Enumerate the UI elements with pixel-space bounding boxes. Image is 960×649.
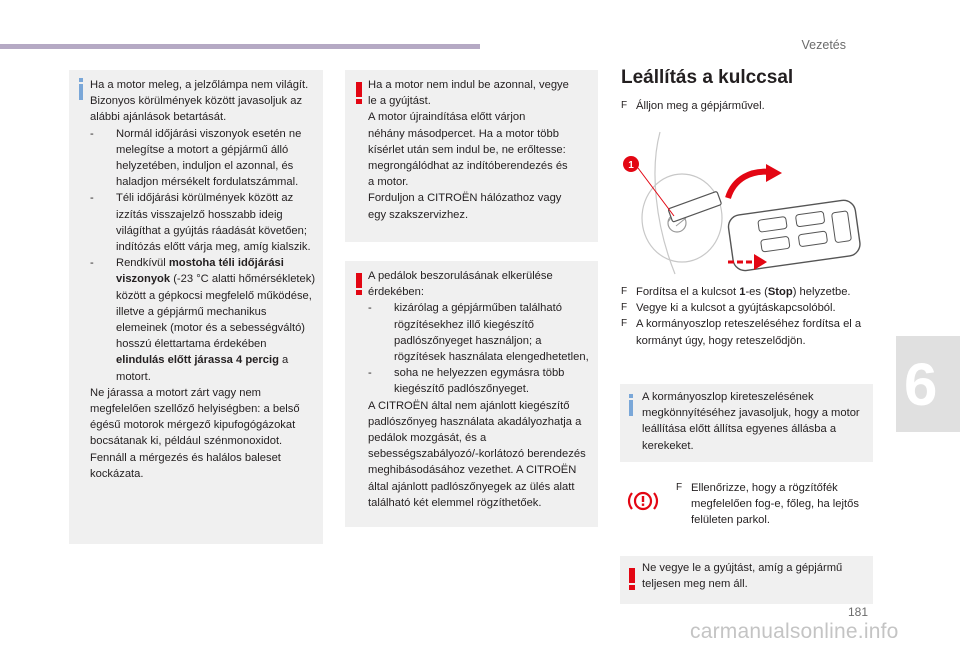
warning-icon [626, 568, 638, 590]
list-item: F Vegye ki a kulcsot a gyújtáskapcsolóból. [621, 302, 836, 315]
list-item: - Rendkívül mostoha téli időjárási viszonyok (-23 °C alatti hőmérsékletek) között a gépkocsi megfelelő működése, illetve a gépjármű mechanikus elemeinek (motor és a sebességváltó) hosszú élettartama érdekében elindulás előtt járassa 4 percig a motort. [90, 257, 316, 383]
text-line: megrongálódhat az indítóberendezés és [368, 160, 568, 173]
warning-icon [353, 82, 365, 104]
service-warning-icon [627, 490, 659, 512]
text-line: néhány másodpercet. Ha a motor több [368, 127, 559, 140]
list-item: - kizárólag a gépjárműben található rögzítésekhez illő kiegészítő padlószőnyeget használjon; a rögzítések használata elengedhetetlen, [368, 302, 589, 364]
list-item: F Fordítsa el a kulcsot 1-es (Stop) helyzetbe. [621, 286, 851, 298]
warning-icon [353, 273, 365, 295]
text-line: a motor. [368, 176, 409, 189]
list-item: - soha ne helyezzen egymásra több kiegészítő padlószőnyeget. [368, 367, 565, 396]
top-accent-bar [0, 44, 480, 49]
list-item: F A kormányoszlop reteszeléséhez fordítsa el a kormányt úgy, hogy reteszelődjön. [621, 318, 862, 347]
text-line: Ha a motor nem indul be azonnal, vegye [368, 79, 569, 91]
text-line: A motor újraindítása előtt várjon [368, 111, 526, 124]
key-ignition-illustration [620, 124, 870, 282]
warning-box-engine-start [345, 70, 598, 242]
chapter-tab [896, 336, 960, 432]
paragraph: Ha a motor meleg, a jelzőlámpa nem világít. Bizonyos körülmények között javasoljuk az alábbi ajánlások betartását. [90, 79, 309, 124]
figure-callout: 1 [628, 160, 634, 171]
chapter-number: 6 [904, 350, 938, 418]
list-item: - Normál időjárási viszonyok esetén ne melegítse a motort a gépjármű álló helyzetében, induljon el azonnal, és haladjon mérsékelt fordulatszámmal. [90, 127, 302, 189]
text-line: le a gyújtást. [368, 95, 431, 108]
list-item: - Téli időjárási körülmények között az izzítás visszajelző hosszabb ideig világíthat a gyújtás ráadását követően; indítózás előtt várja meg, amíg kialszik. [90, 192, 311, 254]
info-box-engine-warm [69, 70, 323, 544]
warning-text: Ne vegye le a gyújtást, amíg a gépjármű teljesen meg nem áll. [642, 562, 843, 591]
chapter-title: Vezetés [801, 38, 846, 52]
step-stop-vehicle: F Álljon meg a gépjárművel. [621, 100, 765, 112]
paragraph: A CITROËN által nem ajánlott kiegészítő padlószőnyeg használata akadályozhatja a pedálok mozgását, és a sebességszabályozó/-korlátozó berendezés meghibásodásához vezethet. A CITROËN által ajánlott padlószőnyegek az ülés alatt található két elemmel rögzíthetőek. [368, 399, 586, 509]
text-line: Forduljon a CITROËN hálózathoz vagy [368, 192, 562, 205]
info-icon [629, 400, 633, 416]
info-box-steering-lock [620, 384, 873, 462]
text-line: kísérlet után sem indul be, ne erőltesse: [368, 143, 566, 156]
info-text: A kormányoszlop kireteszelésének megkönnyítéséhez javasoljuk, hogy a motor leállítása előtt állítsa egyenes állásba a kerekeket. [642, 391, 860, 452]
page-number: 181 [847, 605, 868, 619]
text-line: egy szakszervizhez. [368, 208, 469, 221]
watermark: carmanualsonline.info [690, 620, 899, 643]
warning-box-pedals [345, 261, 598, 527]
parking-brake-check: F Ellenőrizze, hogy a rögzítőfék megfelelően fog-e, főleg, ha lejtős felületen parkol. [676, 482, 859, 527]
stop-steps [621, 284, 876, 349]
warning-box-ignition [620, 556, 873, 604]
section-heading: Leállítás a kulccsal [621, 67, 794, 88]
info-icon [79, 84, 83, 100]
paragraph: Ne járassa a motort zárt vagy nem megfelelően szellőző helyiségben: a belső égésű motorok mérgező kipufogógázokat bocsátanak ki, például szénmonoxidot. Fennáll a mérgezés és halálos baleset kockázata. [90, 386, 300, 480]
paragraph: A pedálok beszorulásának elkerülése érdekében: [368, 270, 553, 299]
